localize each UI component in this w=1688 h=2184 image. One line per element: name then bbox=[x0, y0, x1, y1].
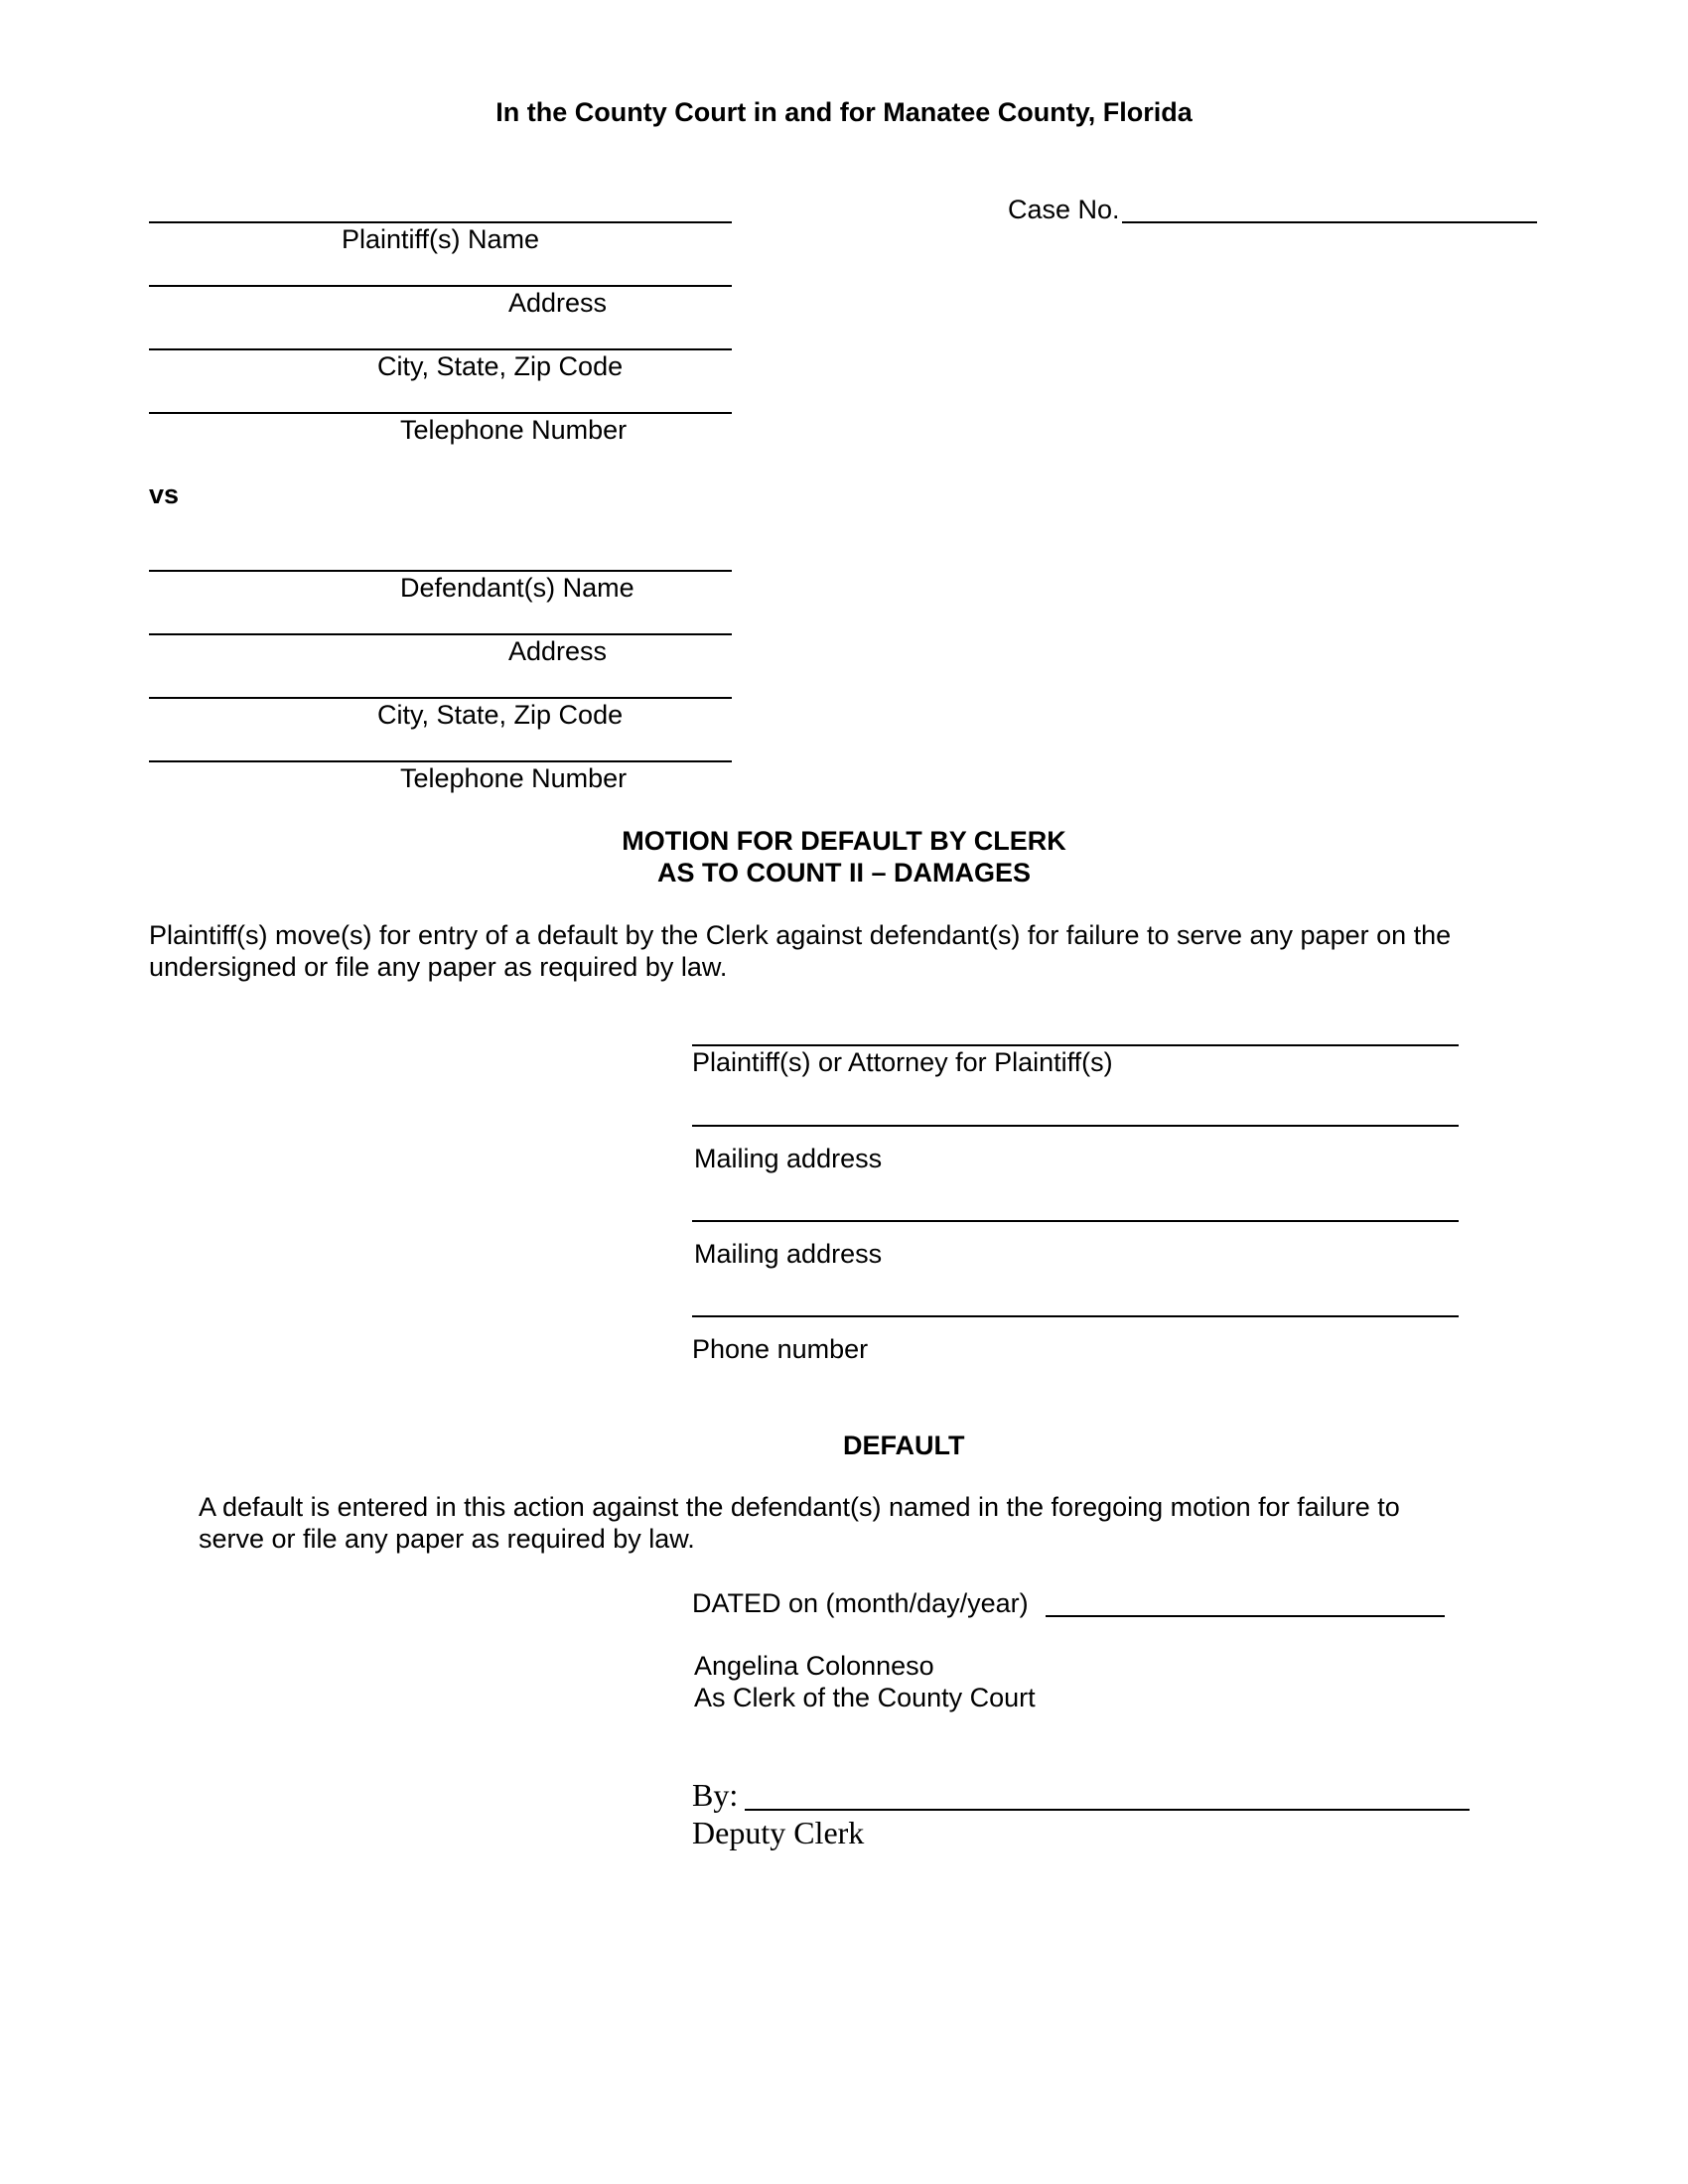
phone-number-line[interactable] bbox=[692, 1315, 1459, 1317]
plaintiff-address-label: Address bbox=[508, 288, 608, 318]
defendant-phone-line[interactable] bbox=[149, 760, 732, 762]
vs-label: vs bbox=[149, 479, 180, 509]
by-label: By: bbox=[692, 1777, 739, 1813]
motion-body-line1: Plaintiff(s) move(s) for entry of a default by the Clerk against defendant(s) for failure to serve any paper on the bbox=[149, 920, 1452, 950]
mailing-address-1-label: Mailing address bbox=[694, 1144, 883, 1173]
defendant-address-label: Address bbox=[508, 636, 608, 666]
signer-line[interactable] bbox=[692, 1044, 1459, 1046]
deputy-signature-line[interactable] bbox=[745, 1809, 1470, 1811]
plaintiff-phone-line[interactable] bbox=[149, 412, 732, 414]
deputy-clerk-label: Deputy Clerk bbox=[692, 1815, 865, 1850]
mailing-address-2-line[interactable] bbox=[692, 1220, 1459, 1222]
case-no-label: Case No. bbox=[1008, 195, 1120, 224]
default-title: DEFAULT bbox=[843, 1431, 965, 1460]
defendant-phone-label: Telephone Number bbox=[400, 763, 628, 793]
motion-title-line2: AS TO COUNT II – DAMAGES bbox=[656, 858, 1032, 887]
mailing-address-1-line[interactable] bbox=[692, 1125, 1459, 1127]
plaintiff-address-line[interactable] bbox=[149, 285, 732, 287]
plaintiff-phone-label: Telephone Number bbox=[400, 415, 628, 445]
plaintiff-city-label: City, State, Zip Code bbox=[377, 351, 624, 381]
plaintiff-name-line[interactable] bbox=[149, 221, 732, 223]
plaintiff-name-label: Plaintiff(s) Name bbox=[341, 224, 540, 254]
plaintiff-city-line[interactable] bbox=[149, 348, 732, 350]
defendant-name-label: Defendant(s) Name bbox=[400, 573, 634, 603]
motion-body-line2: undersigned or file any paper as required by law. bbox=[149, 952, 728, 982]
case-no-line[interactable] bbox=[1122, 221, 1537, 223]
defendant-address-line[interactable] bbox=[149, 633, 732, 635]
phone-number-label: Phone number bbox=[692, 1334, 869, 1364]
defendant-city-line[interactable] bbox=[149, 697, 732, 699]
default-body-line2: serve or file any paper as required by law. bbox=[199, 1524, 695, 1554]
clerk-name: Angelina Colonneso bbox=[694, 1651, 934, 1681]
signer-label: Plaintiff(s) or Attorney for Plaintiff(s) bbox=[692, 1047, 1113, 1077]
default-body-line1: A default is entered in this action against the defendant(s) named in the foregoing motion for failure to bbox=[199, 1492, 1400, 1522]
defendant-city-label: City, State, Zip Code bbox=[377, 700, 624, 730]
dated-line[interactable] bbox=[1046, 1615, 1445, 1617]
defendant-name-line[interactable] bbox=[149, 570, 732, 572]
motion-title-line1: MOTION FOR DEFAULT BY CLERK bbox=[622, 826, 1066, 856]
mailing-address-2-label: Mailing address bbox=[694, 1239, 883, 1269]
dated-label: DATED on (month/day/year) bbox=[692, 1588, 1029, 1618]
clerk-title: As Clerk of the County Court bbox=[694, 1683, 1036, 1712]
court-title: In the County Court in and for Manatee County, Florida bbox=[495, 97, 1193, 127]
